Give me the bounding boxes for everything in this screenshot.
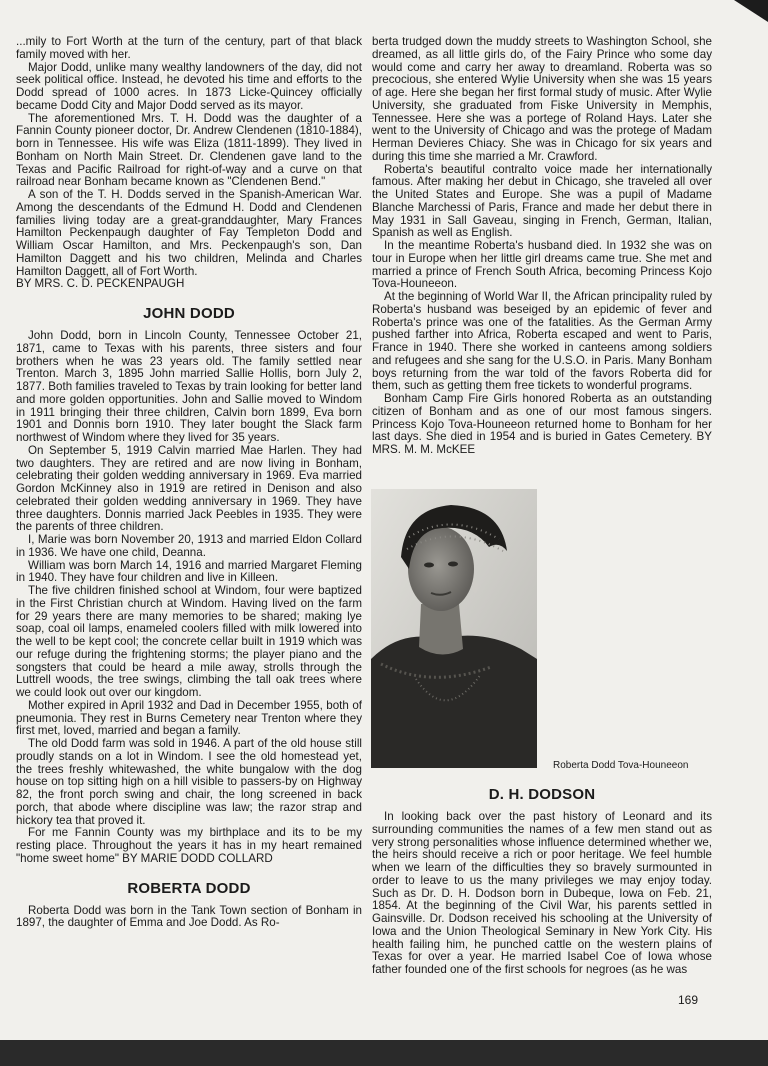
john-dodd-paragraph: William was born March 14, 1916 and married Margaret Fleming in 1940. They have four children and live in Killeen. bbox=[16, 558, 362, 585]
roberta-continued-paragraph: Roberta's beautiful contralto voice made her internationally famous. After making her debut in Chicago, she traveled all over the United States and Europe. She was a pupil of Madame Blanche Marchessi of Paris, France and made her debut there in May 1931 in Sall Gaveau, singing in French, German, Italian, Spanish as well as English. bbox=[372, 162, 712, 240]
scan-background bbox=[0, 1040, 768, 1066]
intro-paragraph: Major Dodd, unlike many wealthy landowners of the day, did not seek political office. Instead, he devoted his time and efforts to the Dodd spread of 1000 acres. In 1873 Licke-Quincey officially became Dodd City and Major Dodd served as its mayor. bbox=[16, 60, 362, 112]
intro-paragraph: ...mily to Fort Worth at the turn of the century, part of that black family moved with her. bbox=[16, 35, 362, 61]
intro-byline: BY MRS. C. D. PECKENPAUGH bbox=[16, 277, 185, 291]
john-dodd-paragraph: John Dodd, born in Lincoln County, Tennessee October 21, 1871, came to Texas with his parents, three sisters and four brothers when he was 23 years old. The family settled near Trenton. March 3, 1895 John married Sallie Hollis, born July 2, 1877. Both families traveled to Texas by train looking for better land and more golden opportunities. John and Sallie moved to Windom in 1911 bringing their three children, Calvin born 1899, Eva born 1901 and Donnis born 1910. They later bought the Slack farm northwest of Windom where they lived for 35 years. bbox=[16, 329, 362, 444]
right-column bbox=[372, 36, 712, 457]
photo-caption: Roberta Dodd Tova-Houneeon bbox=[553, 760, 689, 771]
roberta-continued-paragraph: In the meantime Roberta's husband died. In 1932 she was on tour in Europe when her little girl dreams came true. She met and married a prince of French South Africa, becoming Princess Kojo Tova-Houneeon. bbox=[372, 239, 712, 291]
page-corner bbox=[734, 0, 768, 22]
intro-paragraph: The aforementioned Mrs. T. H. Dodd was the daughter of a Fannin County pioneer doctor, Dr. Andrew Clendenen (1810-1884), born in Tennessee. His wife was Eliza (1811-1899). They lived in Bonham on North Main Street. Dr. Clendenen gave land to the Texas and Pacific Railroad for right-of-way and a curve on that railroad near Bonham became known as "Clendenen Bend." bbox=[16, 111, 362, 189]
john-dodd-paragraph: The five children finished school at Windom, four were baptized in the First Christian church at Windom. Having lived on the farm for 29 years there are many memories to be shared; making lye soap, coal oil lamps, enameled coolers filled with milk lowered into the well to be kept cool; the concrete cellar built in 1919 which was our refuge during the frightening storms; the player piano and the songsters that could be heard a mile away, strolls through the Luttrell woods, the tree swings, climbing the tall oak trees where we could look out over our kingdom. bbox=[16, 584, 362, 699]
dodson-section bbox=[372, 786, 712, 977]
intro-paragraph: A son of the T. H. Dodds served in the Spanish-American War. Among the descendants of the Edmund H. Dodd and Clendenen families living today are a great-granddaughter, Mary Frances Hamilton Peckenpaugh daughter of Fay Templeton Dodd and William Oscar Hamilton, and Mrs. Peckenpaugh's son, Dan Hamilton Daggett and his two children, Melinda and Charles Hamilton Daggett, all of Fort Worth. bbox=[16, 188, 362, 278]
john-dodd-paragraph: On September 5, 1919 Calvin married Mae Harlen. They had two daughters. They are retired and are now living in Bonham, celebrating their golden wedding anniversary in 1969. Eva married Gordon McKinney also in 1919 are retired in Denison and also celebrated their golden wedding anniversary in 1969. They have three daughters. Donnis married Jack Peebles in 1935. They were the parents of three children. bbox=[16, 443, 362, 534]
john-dodd-paragraph: The old Dodd farm was sold in 1946. A part of the old house still proudly stands on a lot in Windom. I see the old homestead yet, the trees freshly whitewashed, the white bungalow with the dog house on top sitting high on a hill visible to passers-by on Highway 82, the front porch swing and chair, the long screened in back porch, that abode where discipline was law; the razor strap and hickory tea that proved it. bbox=[16, 737, 362, 827]
portrait-photo bbox=[371, 489, 537, 768]
john-dodd-paragraph: Mother expired in April 1932 and Dad in December 1955, both of pneumonia. They rest in Burns Cemetery near Trenton where they first met, loved, married and began a family. bbox=[16, 698, 362, 738]
roberta-continued-paragraph: Bonham Camp Fire Girls honored Roberta as an outstanding citizen of Bonham and as one of our most famous singers. Princess Kojo Tova-Houneeon returned home to Bonham for her last days. She died in 1954 and is buried in Gates Cemetery. BY MRS. M. M. McKEE bbox=[372, 392, 712, 456]
john-dodd-heading: JOHN DODD bbox=[143, 305, 235, 322]
roberta-dodd-paragraph: Roberta Dodd was born in the Tank Town section of Bonham in 1897, the daughter of Emma and Joe Dodd. As Ro- bbox=[16, 903, 362, 930]
john-dodd-paragraph: For me Fannin County was my birthplace and its to be my resting place. Throughout the years it has in my heart remained "home sweet home" BY MARIE DODD COLLARD bbox=[16, 826, 362, 865]
left-column bbox=[16, 36, 362, 930]
roberta-continued-paragraph: At the beginning of World War II, the African principality ruled by Roberta's husband was beseiged by an epidemic of fever and Roberta's prince was one of the fatalities. As the German Army pushed farther into Africa, Roberta escaped and went to Paris, France in 1940. There she worked in canteens among soldiers and refugees and she sang for the U.S.O. in Paris. Many Bonham boys returning from the war told of the favors Roberta did for them, such as getting them free tickets to wonderful programs. bbox=[372, 290, 712, 393]
john-dodd-paragraph: I, Marie was born November 20, 1913 and married Eldon Collard in 1936. We have one child, Deanna. bbox=[16, 533, 362, 559]
dodson-heading: D. H. DODSON bbox=[488, 786, 596, 803]
dodson-paragraph: In looking back over the past history of Leonard and its surrounding communities the names of a few men stand out as very strong personalities whose influence determined whether we, the heirs should receive a rich or poor heritage. We feel humble when we learn of the difficulties they so bravely surmounted in order to leave to us the many privileges we may enjoy today. Such as Dr. D. H. Dodson born in Dubeque, Iowa on Feb. 21, 1854. At the beginning of the Civil War, his parents settled in Gainsville. Dr. Dodson received his schooling at the University of Iowa and the Union Theological Seminary in New York City. His health failing him, he punched cattle on the western plains of Texas for over a year. He married Isabel Coe of Iowa whose father founded one of the first schools for negroes (as he was bbox=[372, 810, 712, 976]
page-number: 169 bbox=[678, 993, 699, 1007]
roberta-continued-paragraph: berta trudged down the muddy streets to Washington School, she dreamed, as all little girls do, of the Fairy Prince who some day would come and carry her away to dreamland. Roberta was so precocious, she entered Wylie University when she was 15 years of age. Here she began her first formal study of music. After Wylie University, she graduated from Fiske University in Memphis, Tennessee. Here she was a portege of Roland Hays. Later she went to the University of Chicago and was the protege of Madam Herman Devieres Chiacy. She was in Chicago for six years and during this time she married a Mr. Crawford. bbox=[372, 35, 712, 163]
roberta-dodd-heading: ROBERTA DODD bbox=[127, 879, 251, 897]
